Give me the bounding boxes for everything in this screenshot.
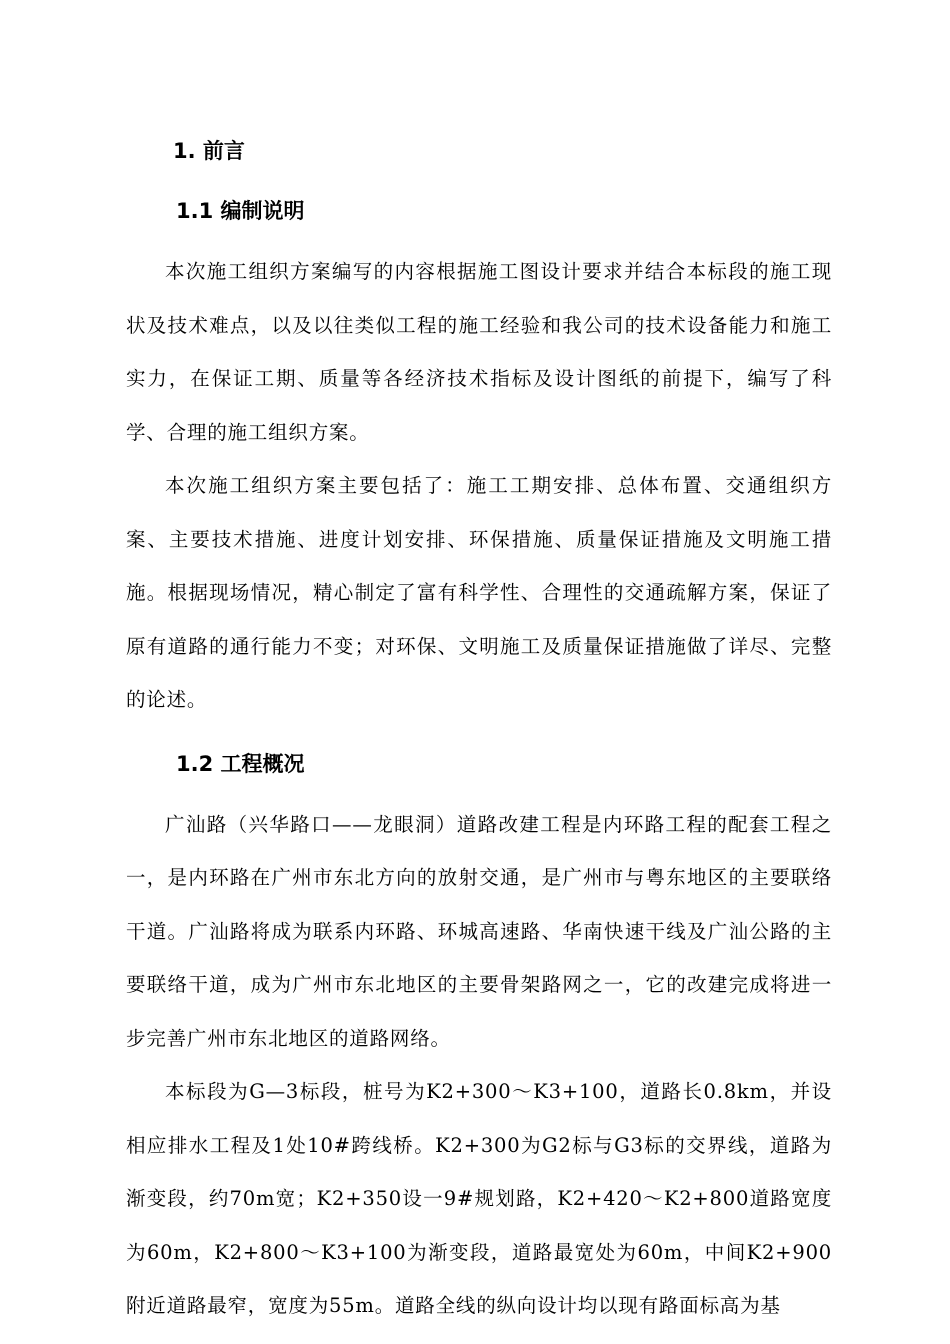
paragraph-compilation-basis: 本次施工组织方案编写的内容根据施工图设计要求并结合本标段的施工现状及技术难点，以及以往类似工程的施工经验和我公司的技术设备能力和施工实力，在保证工期、质量等各经济技术指标及设计图纸的前提下，编写了科学、合理的施工组织方案。 — [126, 260, 832, 444]
section-heading-preface: 1. 前言 — [173, 139, 245, 163]
paragraph-project-background: 广汕路（兴华路口——龙眼洞）道路改建工程是内环路工程的配套工程之一，是内环路在广州市东北方向的放射交通，是广州市与粤东地区的主要联络干道。广汕路将成为联系内环路、环城高速路、华南快速干线及广汕公路的主要联络干道，成为广州市东北地区的主要骨架路网之一，它的改建完成将进一步完善广州市东北地区的道路网络。 — [126, 812, 832, 1050]
subsection-heading-project-overview: 1.2 工程概况 — [176, 751, 305, 776]
document-body — [126, 128, 832, 1333]
paragraph-section-scope: 本标段为G—3标段，桩号为K2+300～K3+100，道路长0.8km，并设相应排水工程及1处10#跨线桥。K2+300为G2标与G3标的交界线，道路为渐变段，约70m宽；K2+350设一9#规划路，K2+420～K2+800道路宽度为60m，K2+800～K3+100为渐变段，道路最宽处为60m，中间K2+900附近道路最窄，宽度为55m。道路全线的纵向设计均以现有路面标高为基 — [126, 1080, 832, 1317]
subsection-heading-compilation-notes: 1.1 编制说明 — [176, 199, 305, 223]
paragraph-plan-contents: 本次施工组织方案主要包括了：施工工期安排、总体布置、交通组织方案、主要技术措施、进度计划安排、环保措施、质量保证措施及文明施工措施。根据现场情况，精心制定了富有科学性、合理性的交通疏解方案，保证了原有道路的通行能力不变；对环保、文明施工及质量保证措施做了详尽、完整的论述。 — [126, 474, 832, 711]
